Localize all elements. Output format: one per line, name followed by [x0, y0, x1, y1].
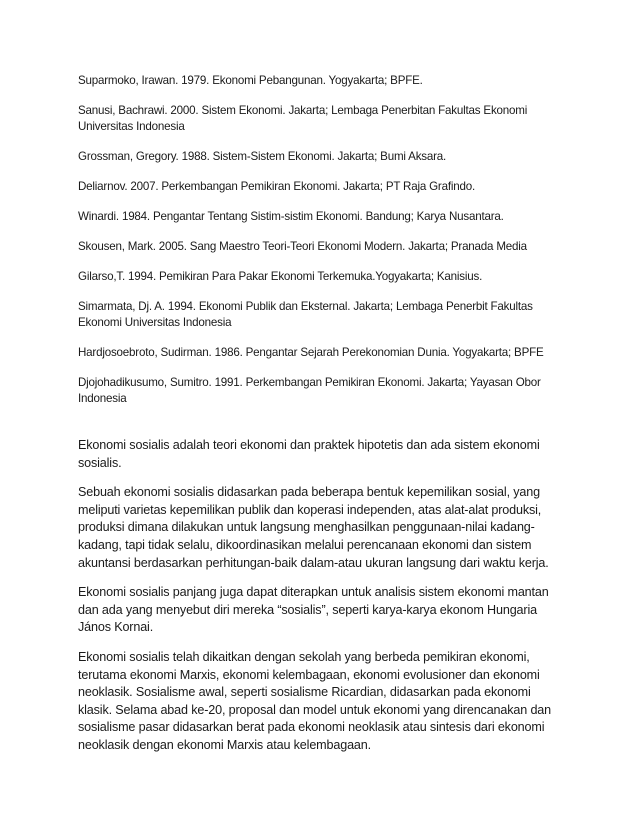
reference-entry: Grossman, Gregory. 1988. Sistem-Sistem Ekonomi. Jakarta; Bumi Aksara. — [78, 150, 447, 163]
reference-entry: Skousen, Mark. 2005. Sang Maestro Teori-Teori Ekonomi Modern. Jakarta; Pranada Media — [78, 240, 527, 253]
reference-entry: Gilarso,T. 1994. Pemikiran Para Pakar Ekonomi Terkemuka.Yogyakarta; Kanisius. — [78, 270, 483, 283]
reference-entry: Simarmata, Dj. A. 1994. Ekonomi Publik dan Eksternal. Jakarta; Lembaga Penerbit Fakultas Ekonomi Universitas Indonesia — [78, 300, 533, 329]
reference-entry: Hardjosoebroto, Sudirman. 1986. Pengantar Sejarah Perekonomian Dunia. Yogyakarta; BPFE — [78, 346, 544, 359]
reference-entry: Suparmoko, Irawan. 1979. Ekonomi Pebangunan. Yogyakarta; BPFE. — [78, 74, 423, 87]
paragraph: Sebuah ekonomi sosialis didasarkan pada beberapa bentuk kepemilikan sosial, yang meliputi varietas kepemilikan publik dan koperasi independen, atas alat-alat produksi, produksi dimana dilakukan untuk langsung menghasilkan penggunaan-nilai kadang-kadang, tapi tidak selalu, dikoordinasikan melalui perencanaan ekonomi dan sistem akuntansi berdasarkan perhitungan-baik dalam-atau ukuran langsung dari waktu kerja. — [78, 485, 549, 570]
reference-list — [78, 73, 563, 421]
paragraph: Ekonomi sosialis telah dikaitkan dengan sekolah yang berbeda pemikiran ekonomi, terutama ekonomi Marxis, ekonomi kelembagaan, ekonomi evolusioner dan ekonomi neoklasik. Sosialisme awal, seperti sosialisme Ricardian, didasarkan pada ekonomi klasik. Selama abad ke-20, proposal dan model untuk ekonomi yang direncanakan dan sosialisme pasar didasarkan berat pada ekonomi neoklasik atau sintesis dari ekonomi neoklasik dengan ekonomi Marxis atau kelembagaan. — [78, 649, 552, 752]
reference-entry: Sanusi, Bachrawi. 2000. Sistem Ekonomi. Jakarta; Lembaga Penerbitan Fakultas Ekonomi Universitas Indonesia — [78, 104, 528, 133]
paragraph: Ekonomi sosialis adalah teori ekonomi dan praktek hipotetis dan ada sistem ekonomi sosialis. — [78, 438, 540, 470]
reference-entry: Deliarnov. 2007. Perkembangan Pemikiran Ekonomi. Jakarta; PT Raja Grafindo. — [78, 180, 475, 193]
body-text — [78, 437, 563, 767]
paragraph: Ekonomi sosialis panjang juga dapat diterapkan untuk analisis sistem ekonomi mantan dan ada yang menyebut diri mereka “sosialis”, seperti karya-karya ekonom Hungaria János Kornai. — [78, 585, 549, 635]
reference-entry: Winardi. 1984. Pengantar Tentang Sistim-sistim Ekonomi. Bandung; Karya Nusantara. — [78, 210, 504, 223]
reference-entry: Djojohadikusumo, Sumitro. 1991. Perkembangan Pemikiran Ekonomi. Jakarta; Yayasan Obor Indonesia — [78, 376, 541, 405]
